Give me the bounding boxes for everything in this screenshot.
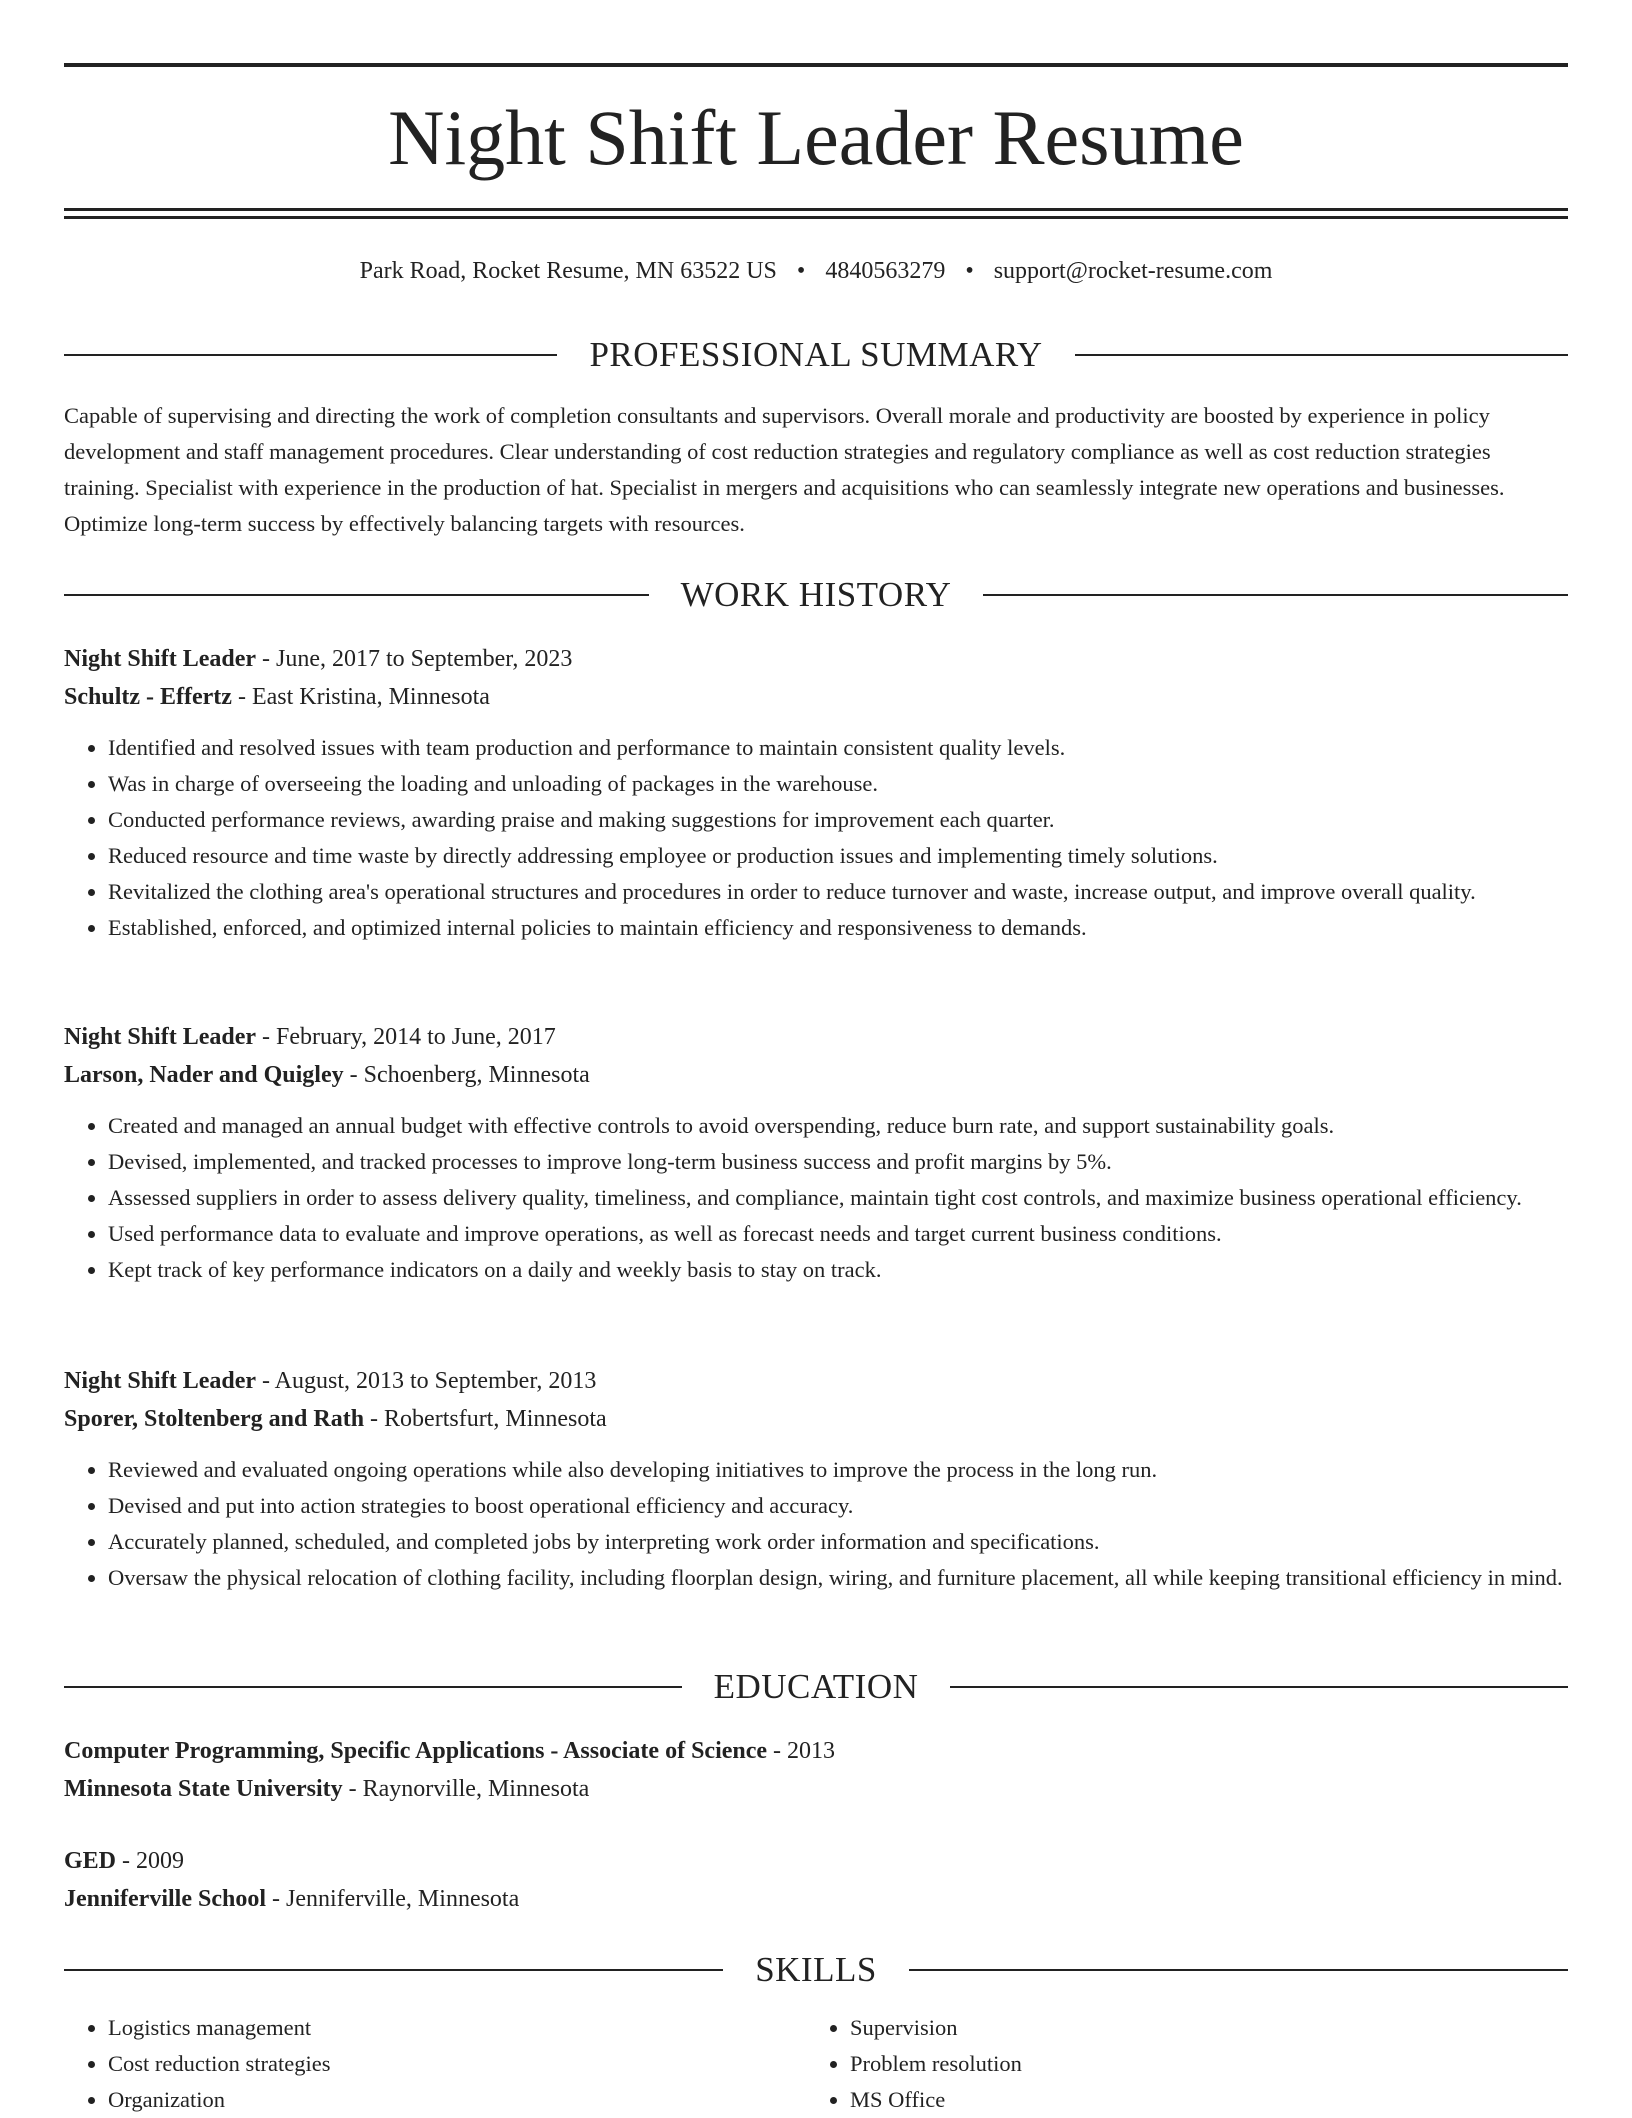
list-item: • Was in charge of overseeing the loading and unloading of packages in the warehouse. [108,766,1568,802]
section-header-work [64,573,1568,617]
title-rule-upper [64,208,1568,211]
section-title: EDUCATION [713,1667,919,1706]
list-item: • Devised and put into action strategies to boost operational efficiency and accuracy. [108,1488,1568,1524]
list-item: • Oversaw the physical relocation of clothing facility, including floorplan design, wiring, and furniture placement, all while keeping transitional efficiency in mind. [108,1560,1568,1596]
divider [1075,354,1568,356]
education-school: Jenniferville School [64,1886,266,1912]
job-bullets [64,730,1568,946]
divider [909,1969,1568,1971]
education-school: Minnesota State University [64,1776,343,1802]
contact-line [64,254,1568,288]
education-degree: Computer Programming, Specific Applications - Associate of Science [64,1738,768,1764]
job-title: Night Shift Leader [64,646,256,672]
education-year: - 2009 [116,1848,185,1874]
job-entry [64,640,1568,946]
divider [950,1686,1568,1688]
skill-item: • Supervision [850,2010,1548,2046]
divider [64,1686,682,1688]
list-item: • Identified and resolved issues with team production and performance to maintain consistent quality levels. [108,730,1568,766]
contact-email: support@rocket-resume.com [993,258,1273,284]
title-rule-lower [64,216,1568,219]
skill-item: • Problem resolution [850,2046,1548,2082]
list-item: • Reduced resource and time waste by directly addressing employee or production issues and implementing timely solutions. [108,838,1568,874]
job-dates: - February, 2014 to June, 2017 [256,1024,556,1050]
list-item: • Assessed suppliers in order to assess delivery quality, timeliness, and compliance, maintain tight cost controls, and maximize business operational efficiency. [108,1180,1568,1216]
job-location: - Schoenberg, Minnesota [343,1062,590,1088]
job-entry [64,1362,1568,1596]
list-item: • Revitalized the clothing area's operational structures and procedures in order to reduce turnover and waste, increase output, and improve overall quality. [108,874,1568,910]
education-location: - Raynorville, Minnesota [342,1776,590,1802]
contact-address: Park Road, Rocket Resume, MN 63522 US [359,258,777,284]
contact-phone: 4840563279 [825,258,946,284]
job-title: Night Shift Leader [64,1024,256,1050]
page-title: Night Shift Leader Resume [388,94,1244,181]
section-header-skills [64,1948,1568,1992]
skills-column-left [64,2010,806,2118]
job-entry [64,1018,1568,1288]
list-item: • Created and managed an annual budget with effective controls to avoid overspending, reduce burn rate, and support sustainability goals. [108,1108,1568,1144]
skill-item: • Cost reduction strategies [108,2046,806,2082]
job-location: - East Kristina, Minnesota [231,684,490,710]
divider [983,594,1568,596]
job-bullets [64,1452,1568,1596]
job-title: Night Shift Leader [64,1368,256,1394]
top-rule [64,63,1568,67]
list-item: • Devised, implemented, and tracked processes to improve long-term business success and profit margins by 5%. [108,1144,1568,1180]
job-company: Sporer, Stoltenberg and Rath [64,1406,365,1432]
list-item: • Used performance data to evaluate and improve operations, as well as forecast needs and target current business conditions. [108,1216,1568,1252]
contact-separator: • [796,258,806,284]
skill-item: • Organization [108,2082,806,2118]
contact-separator: • [965,258,974,284]
list-item: • Kept track of key performance indicators on a daily and weekly basis to stay on track. [108,1252,1568,1288]
list-item: • Conducted performance reviews, awarding praise and making suggestions for improvement each quarter. [108,802,1568,838]
section-header-education [64,1665,1568,1709]
skills-column-right [806,2010,1548,2118]
job-company: Larson, Nader and Quigley [64,1062,344,1088]
job-company: Schultz - Effertz [64,684,232,710]
divider [64,354,557,356]
education-entry [64,1732,1568,1808]
skill-item: • MS Office [850,2082,1548,2118]
summary-text: Capable of supervising and directing the work of completion consultants and supervisors. Overall morale and productivity are boosted by experience in policy development and staff management procedures. Clear understanding of cost reduction strategies and regulatory compliance as well as cost reduction strategies training. Specialist with experience in the production of hat. Specialist in mergers and acquisitions who can seamlessly integrate new operations and businesses. Optimize long-term success by effectively balancing targets with resources. [64,403,1505,536]
job-location: - Robertsfurt, Minnesota [364,1406,607,1432]
list-item: • Reviewed and evaluated ongoing operations while also developing initiatives to improve the process in the long run. [108,1452,1568,1488]
job-dates: - August, 2013 to September, 2013 [256,1368,597,1394]
job-dates: - June, 2017 to September, 2023 [256,646,573,672]
education-entry [64,1842,1568,1918]
skills-list [64,2010,1568,2118]
list-item: • Accurately planned, scheduled, and completed jobs by interpreting work order information and specifications. [108,1524,1568,1560]
divider [64,1969,723,1971]
section-header-summary [64,333,1568,377]
education-location: - Jenniferville, Minnesota [265,1886,520,1912]
section-title: WORK HISTORY [680,575,952,614]
divider [64,594,649,596]
skill-item: • Logistics management [108,2010,806,2046]
education-degree: GED [64,1848,117,1874]
section-title: SKILLS [755,1950,877,1989]
education-year: - 2013 [767,1738,836,1764]
job-bullets [64,1108,1568,1288]
list-item: • Established, enforced, and optimized internal policies to maintain efficiency and responsiveness to demands. [108,910,1568,946]
section-title: PROFESSIONAL SUMMARY [589,335,1043,374]
